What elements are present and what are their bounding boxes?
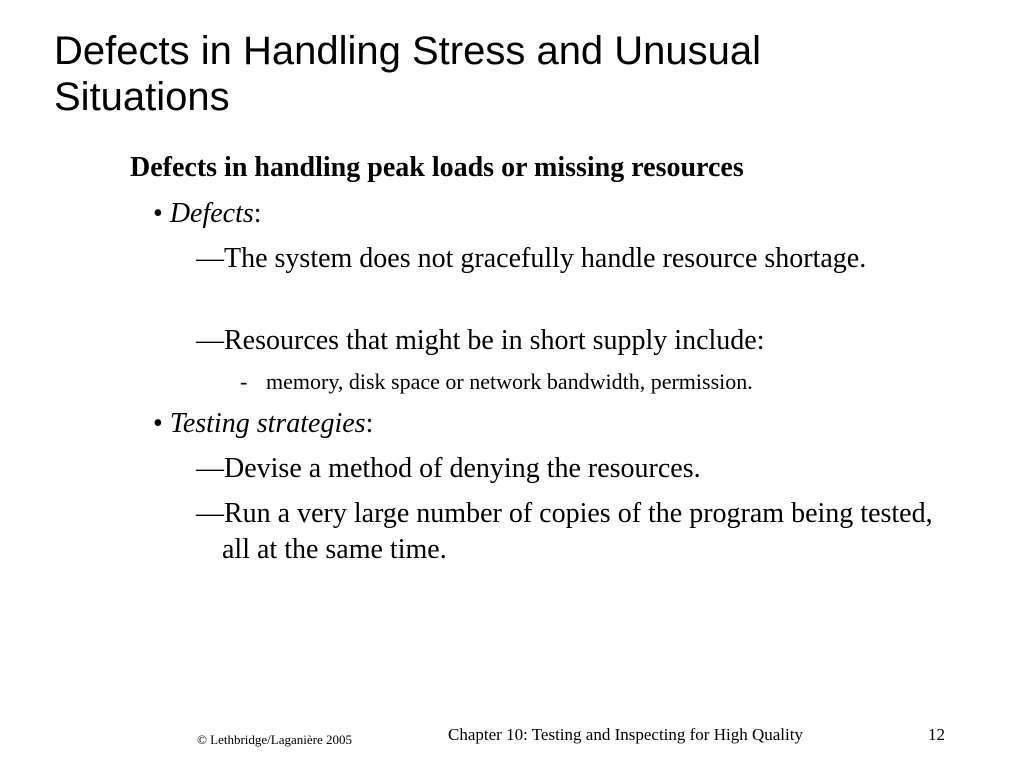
- bullet-testing-strategies: [153, 406, 373, 442]
- bullet-defects: [153, 196, 262, 232]
- footer-chapter: Chapter 10: Testing and Inspecting for High Quality: [448, 725, 803, 744]
- bullet-colon: :: [253, 198, 262, 229]
- sub-item-resource-list: [240, 368, 753, 396]
- dash-item-graceful-handling: —The system does not gracefully handle resource shortage.: [196, 243, 867, 274]
- bullet-term-testing-strategies: Testing strategies: [169, 408, 366, 439]
- footer-copyright: © Lethbridge/Laganière 2005: [197, 732, 352, 747]
- dash-item-deny-resources: —Devise a method of denying the resources.: [196, 453, 701, 484]
- bullet-marker: •: [153, 408, 163, 439]
- footer-page-number: 12: [928, 725, 945, 744]
- bullet-marker: •: [153, 198, 163, 229]
- sub-item-marker: -: [240, 369, 248, 394]
- slide-title-line-1: Defects in Handling Stress and Unusual: [54, 29, 762, 73]
- slide-title-line-2: Situations: [54, 75, 230, 119]
- sub-item-text: memory, disk space or network bandwidth, permission.: [266, 369, 753, 394]
- slide-title: [54, 28, 954, 120]
- section-heading: Defects in handling peak loads or missing resources: [130, 152, 744, 183]
- bullet-term-defects: Defects: [169, 198, 254, 229]
- dash-item-short-supply: —Resources that might be in short supply include:: [196, 325, 765, 356]
- bullet-colon: :: [365, 408, 374, 439]
- dash-item-run-copies: —Run a very large number of copies of the program being tested, all at the same time.: [196, 498, 933, 565]
